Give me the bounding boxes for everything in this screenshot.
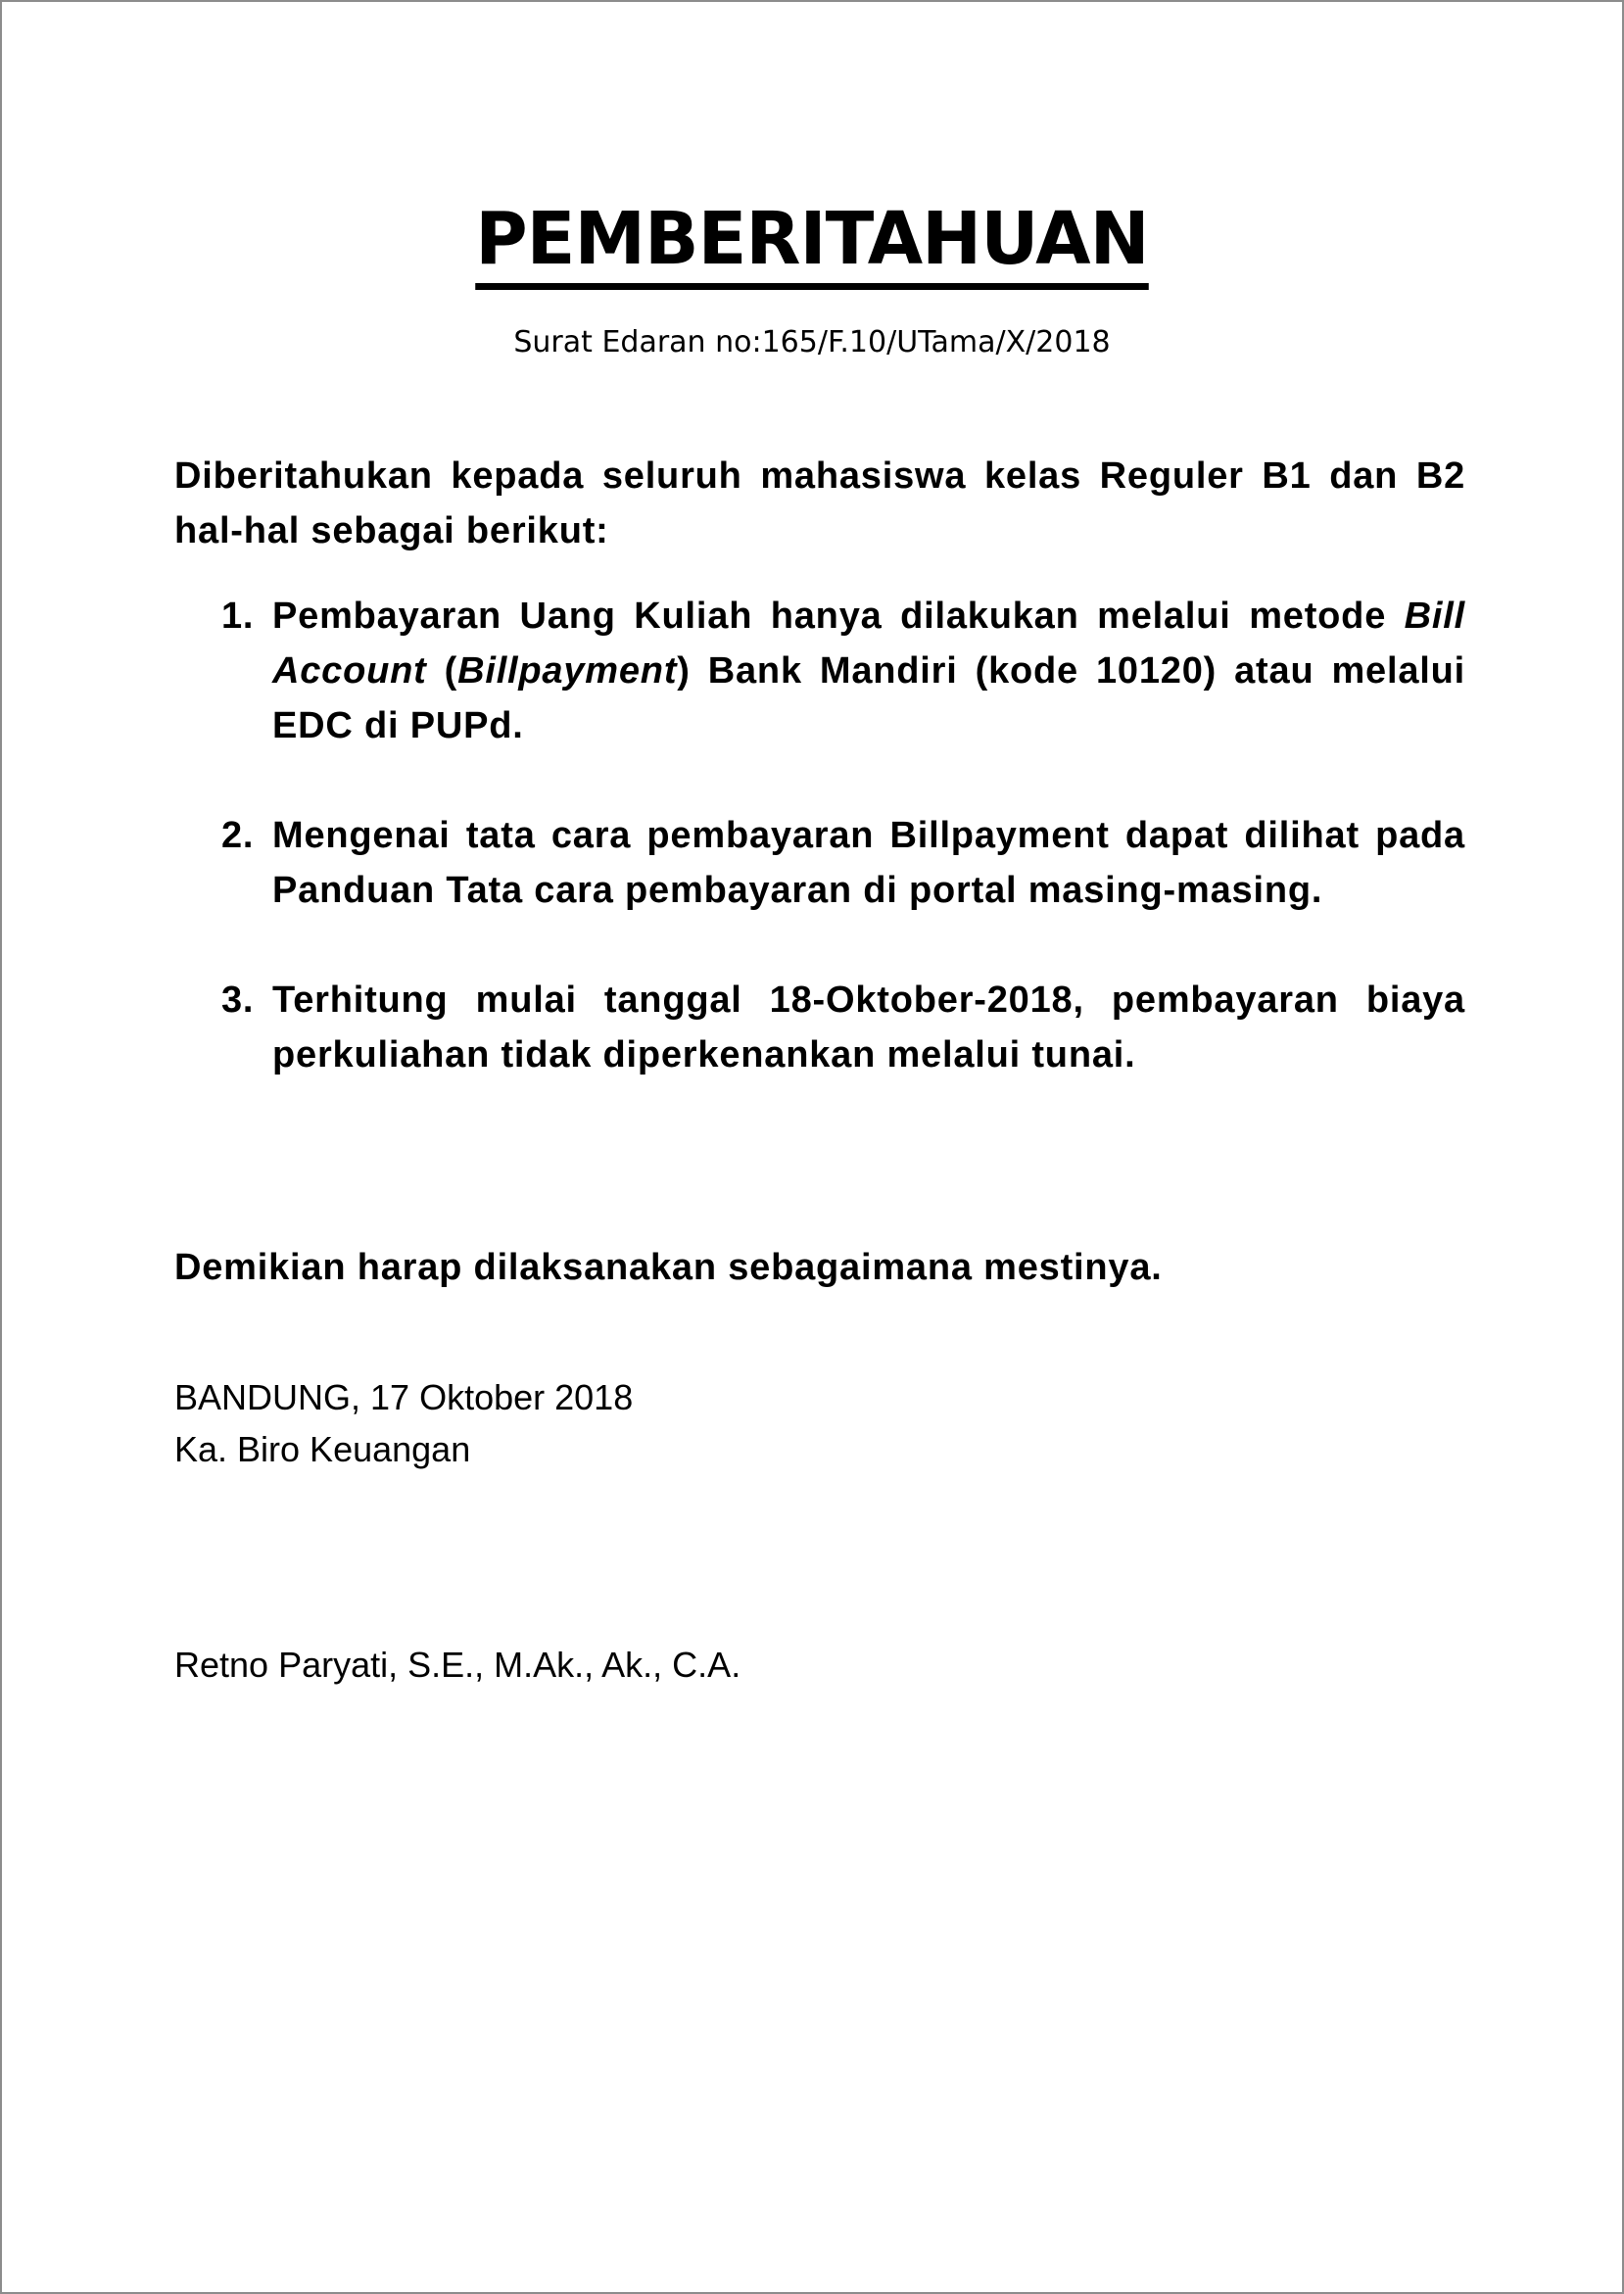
circular-number: Surat Edaran no:165/F.10/UTama/X/2018 <box>513 325 1111 359</box>
list-item-text: Pembayaran Uang Kuliah hanya dilakukan melalui metode <box>272 596 1405 637</box>
list-item-text: Terhitung mulai tanggal 18-Oktober-2018, pembayaran biaya perkuliahan tidak diperkenankan melalui tunai. <box>272 980 1465 1075</box>
list-item-number: 2. <box>221 815 255 856</box>
list-item <box>174 808 1465 918</box>
list-item-text: ( <box>426 650 458 692</box>
document-title: PEMBERITAHUAN <box>475 203 1148 290</box>
list-item <box>174 973 1465 1082</box>
notice-list <box>174 589 1465 1082</box>
title-container <box>2 197 1622 290</box>
list-item-number: 3. <box>221 980 255 1021</box>
signer-name: Retno Paryati, S.E., M.Ak., Ak., C.A. <box>174 1645 741 1685</box>
closing-statement: Demikian harap dilaksanakan sebagaimana mestinya. <box>174 1247 1163 1288</box>
list-item-number: 1. <box>221 596 255 637</box>
intro-paragraph: Diberitahukan kepada seluruh mahasiswa kelas Reguler B1 dan B2 hal-hal sebagai berikut: <box>174 455 1465 551</box>
place-and-date: BANDUNG, 17 Oktober 2018 <box>174 1377 634 1417</box>
list-item-emphasis: Bill Account <box>272 596 1465 692</box>
list-item-emphasis: Billpayment <box>457 650 678 692</box>
list-item-text: Mengenai tata cara pembayaran Billpayment dapat dilihat pada Panduan Tata cara pembayaran di portal masing-masing. <box>272 815 1465 911</box>
list-item-text: ) Bank Mandiri (kode 10120) atau melalui EDC di PUPd. <box>272 650 1466 746</box>
signer-position: Ka. Biro Keuangan <box>174 1429 471 1469</box>
list-item <box>174 589 1465 753</box>
